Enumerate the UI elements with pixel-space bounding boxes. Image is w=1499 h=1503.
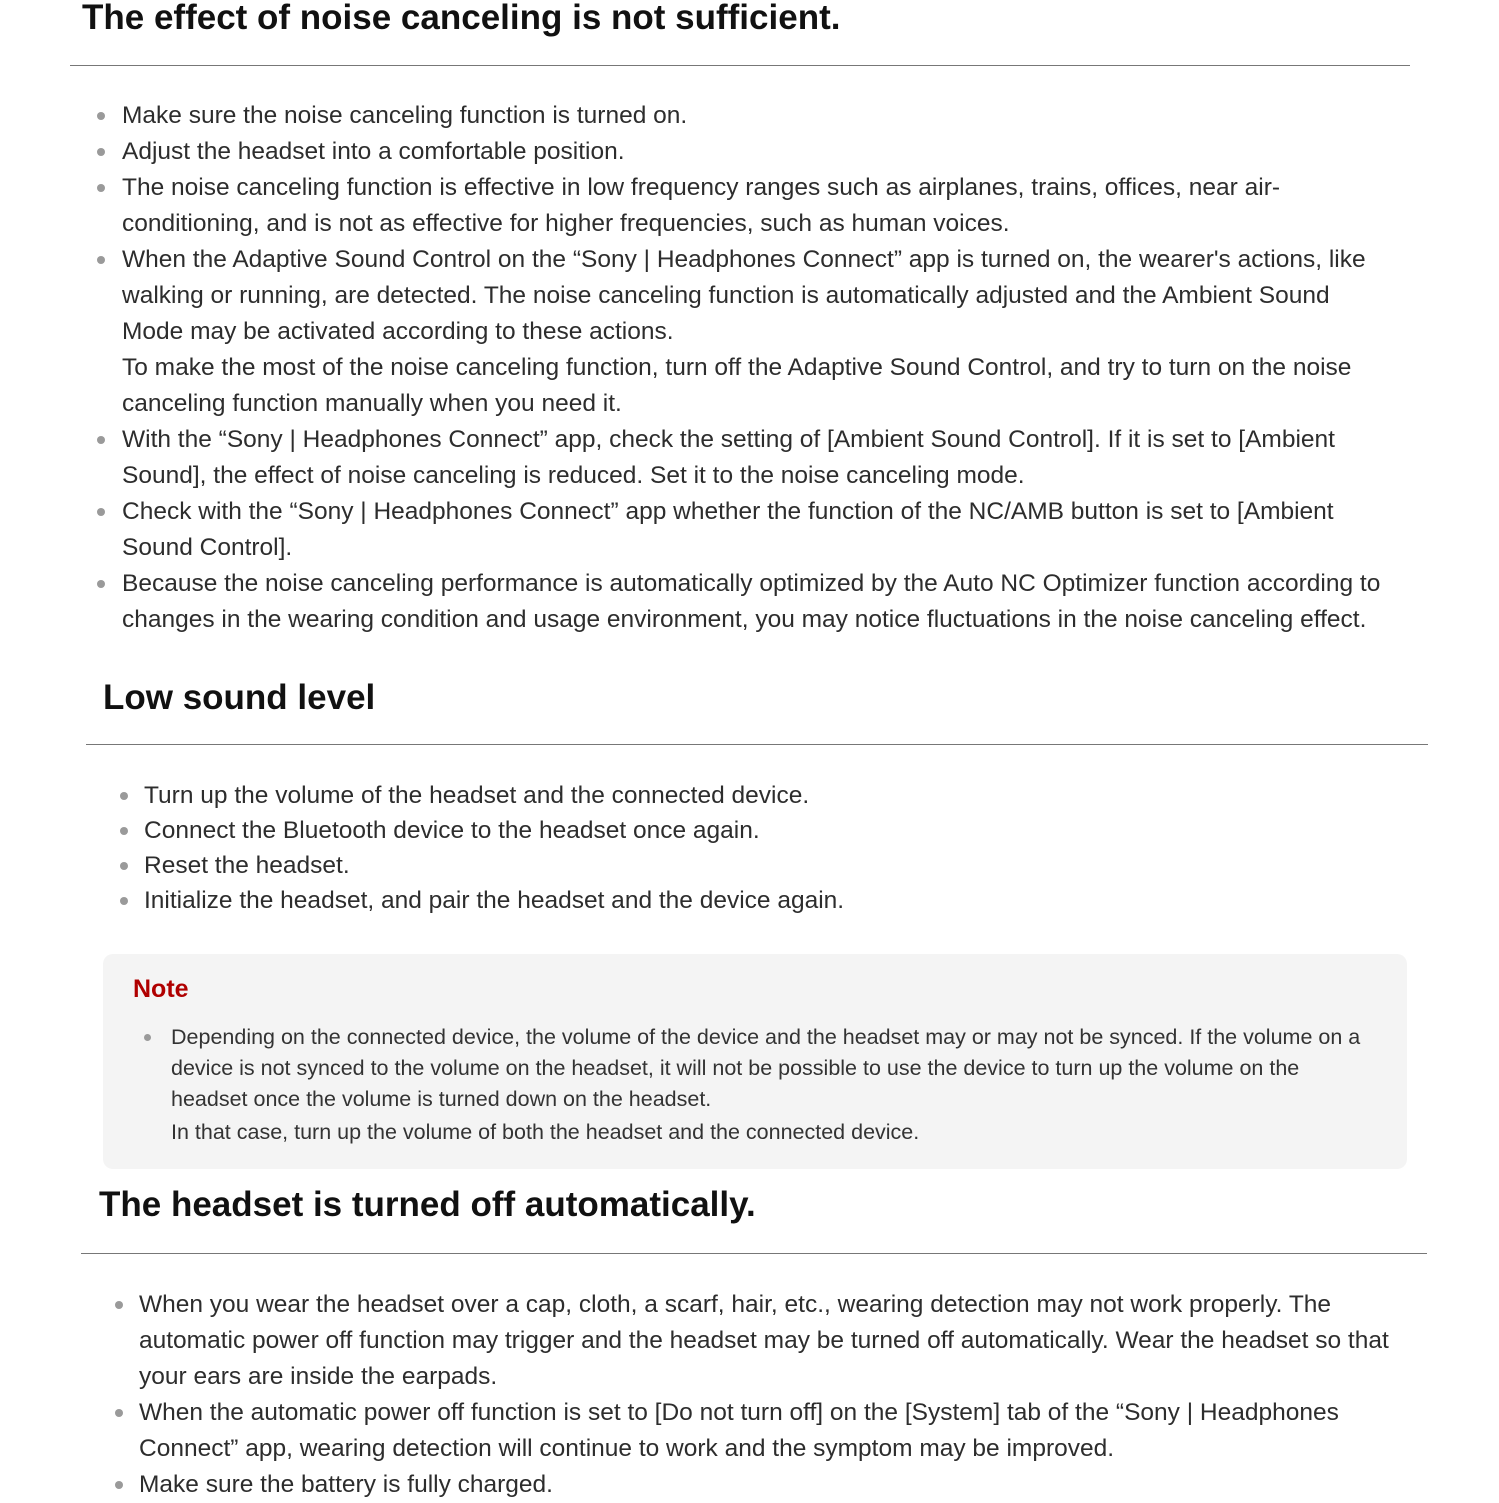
bullet-icon	[97, 112, 105, 120]
note-box	[103, 954, 1407, 1169]
section-heading: The headset is turned off automatically.	[99, 1185, 756, 1224]
list-item: Connect the Bluetooth device to the headset once again.	[144, 813, 1394, 848]
list-item: When you wear the headset over a cap, cloth, a scarf, hair, etc., wearing detection may not work properly. The automatic power off function may trigger and the headset may be turned off automatically. Wear the headset so that your ears are inside the earpads.	[139, 1287, 1404, 1395]
section-low-sound-level	[0, 680, 1499, 1180]
bullet-icon	[120, 827, 128, 835]
list-item: Make sure the battery is fully charged.	[139, 1467, 1404, 1503]
bullet-list	[122, 98, 1392, 638]
divider	[86, 744, 1428, 745]
bullet-icon	[97, 508, 105, 516]
bullet-icon	[97, 436, 105, 444]
note-list	[171, 1022, 1376, 1148]
bullet-icon	[97, 148, 105, 156]
note-item: Depending on the connected device, the volume of the device and the headset may or may not be synced. If the volume on a device is not synced to the volume on the headset, it will not be possible to use the device to turn up the volume on the headset once the volume is turned down on the headset. In that case, turn up the volume of both the headset and the connected device.	[171, 1022, 1376, 1148]
list-item: When the automatic power off function is set to [Do not turn off] on the [System] tab of the “Sony | Headphones Connect” app, wearing detection will continue to work and the symptom may be improved.	[139, 1395, 1404, 1467]
section-heading: The effect of noise canceling is not sufficient.	[82, 0, 841, 37]
bullet-icon	[120, 862, 128, 870]
bullet-list	[144, 778, 1394, 918]
list-item: Initialize the headset, and pair the headset and the device again.	[144, 883, 1394, 918]
bullet-icon	[144, 1034, 151, 1041]
list-item: With the “Sony | Headphones Connect” app, check the setting of [Ambient Sound Control]. If it is set to [Ambient Sound], the effect of noise canceling is reduced. Set it to the noise canceling mode.	[122, 422, 1392, 494]
section-heading: Low sound level	[103, 678, 376, 717]
bullet-icon	[120, 897, 128, 905]
list-item: Because the noise canceling performance is automatically optimized by the Auto NC Optimizer function according to changes in the wearing condition and usage environment, you may notice fluctuations in the noise canceling effect.	[122, 566, 1392, 638]
divider	[81, 1253, 1427, 1254]
list-item: The noise canceling function is effective in low frequency ranges such as airplanes, trains, offices, near air-conditioning, and is not as effective for higher frequencies, such as human voices.	[122, 170, 1392, 242]
divider	[70, 65, 1410, 66]
note-title: Note	[133, 975, 189, 1003]
section-auto-power-off	[0, 1185, 1499, 1499]
bullet-icon	[115, 1409, 123, 1417]
list-item: Make sure the noise canceling function is turned on.	[122, 98, 1392, 134]
bullet-icon	[97, 184, 105, 192]
list-item: Reset the headset.	[144, 848, 1394, 883]
list-item: Check with the “Sony | Headphones Connect” app whether the function of the NC/AMB button is set to [Ambient Sound Control].	[122, 494, 1392, 566]
bullet-icon	[115, 1481, 123, 1489]
list-item: When the Adaptive Sound Control on the “Sony | Headphones Connect” app is turned on, the wearer's actions, like walking or running, are detected. The noise canceling function is automatically adjusted and the Ambient Sound Mode may be activated according to these actions. To make the most of the noise canceling function, turn off the Adaptive Sound Control, and try to turn on the noise canceling function manually when you need it.	[122, 242, 1392, 422]
bullet-icon	[115, 1301, 123, 1309]
bullet-list	[139, 1287, 1404, 1503]
list-item: Turn up the volume of the headset and the connected device.	[144, 778, 1394, 813]
bullet-icon	[120, 792, 128, 800]
bullet-icon	[97, 580, 105, 588]
list-item: Adjust the headset into a comfortable position.	[122, 134, 1392, 170]
bullet-icon	[97, 256, 105, 264]
section-noise-canceling	[0, 0, 1499, 680]
